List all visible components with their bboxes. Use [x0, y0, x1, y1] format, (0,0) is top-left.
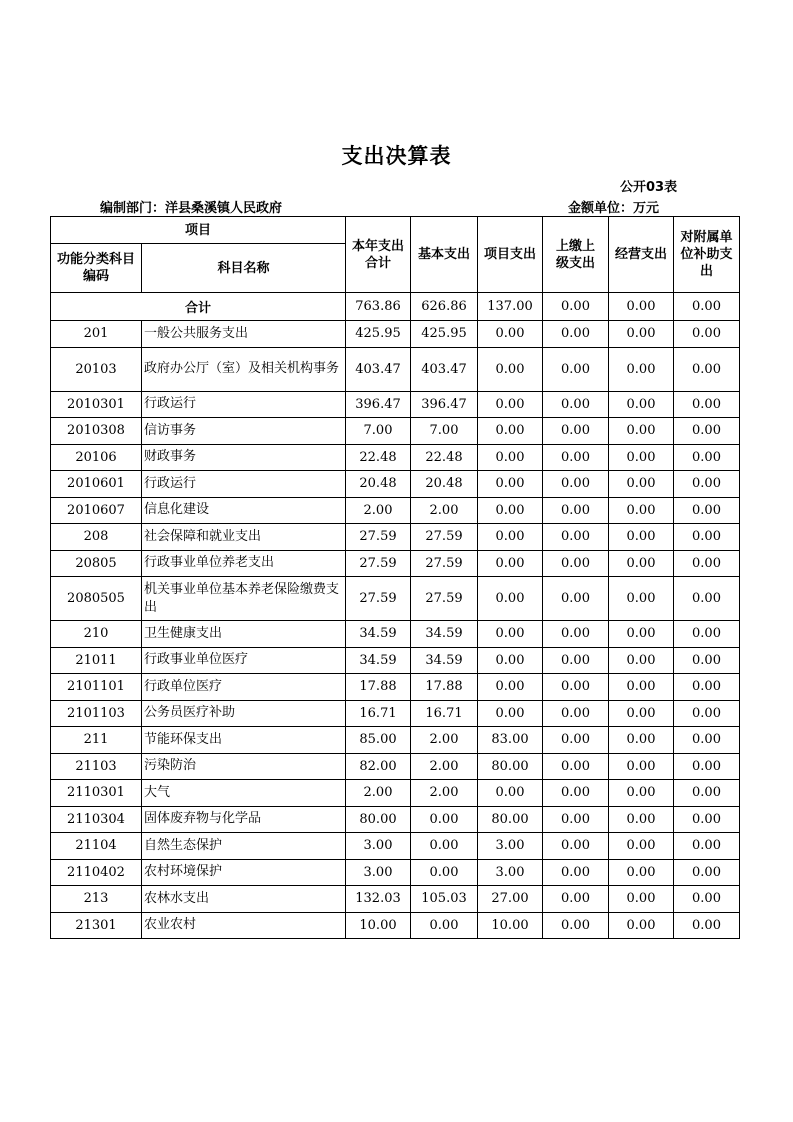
row-value: 0.00: [478, 497, 543, 524]
row-value: 0.00: [674, 859, 740, 886]
row-value: 403.47: [346, 347, 411, 391]
row-value: 0.00: [674, 577, 740, 621]
row-value: 2.00: [411, 497, 478, 524]
row-code: 211: [51, 727, 142, 754]
row-value: 0.00: [478, 550, 543, 577]
row-value: 0.00: [543, 321, 609, 348]
row-value: 0.00: [543, 391, 609, 418]
row-code: 2010301: [51, 391, 142, 418]
row-code: 2101101: [51, 674, 142, 701]
row-value: 105.03: [411, 886, 478, 913]
row-value: 85.00: [346, 727, 411, 754]
row-value: 3.00: [346, 833, 411, 860]
row-value: 3.00: [478, 859, 543, 886]
row-value: 0.00: [609, 753, 674, 780]
row-name: 行政事业单位医疗: [142, 647, 346, 674]
row-value: 27.59: [346, 550, 411, 577]
row-value: 425.95: [346, 321, 411, 348]
table-row: [51, 886, 740, 913]
row-value: 0.00: [609, 886, 674, 913]
row-value: 0.00: [609, 647, 674, 674]
row-code: 2010308: [51, 418, 142, 445]
row-value: 0.00: [674, 391, 740, 418]
row-value: 132.03: [346, 886, 411, 913]
table-row: [51, 550, 740, 577]
row-value: 27.59: [411, 524, 478, 551]
row-name: 农林水支出: [142, 886, 346, 913]
row-name: 节能环保支出: [142, 727, 346, 754]
row-name: 信访事务: [142, 418, 346, 445]
row-value: 27.59: [346, 524, 411, 551]
row-code: 208: [51, 524, 142, 551]
row-value: 2.00: [411, 753, 478, 780]
row-code: 21104: [51, 833, 142, 860]
header-code: 功能分类科目编码: [51, 244, 142, 293]
row-value: 0.00: [543, 727, 609, 754]
row-name: 行政运行: [142, 391, 346, 418]
row-code: 21103: [51, 753, 142, 780]
row-value: 0.00: [543, 833, 609, 860]
row-code: 20106: [51, 444, 142, 471]
row-code: 21011: [51, 647, 142, 674]
row-value: 403.47: [411, 347, 478, 391]
row-value: 0.00: [411, 859, 478, 886]
table-row: [51, 391, 740, 418]
unit-label: 金额单位：万元: [568, 201, 660, 216]
row-value: 0.00: [674, 621, 740, 648]
row-value: 0.00: [609, 444, 674, 471]
row-value: 0.00: [609, 347, 674, 391]
table-row: [51, 524, 740, 551]
row-value: 7.00: [346, 418, 411, 445]
row-value: 0.00: [609, 859, 674, 886]
row-value: 82.00: [346, 753, 411, 780]
table-row: [51, 859, 740, 886]
row-value: 22.48: [346, 444, 411, 471]
row-value: 0.00: [543, 471, 609, 498]
row-value: 27.59: [346, 577, 411, 621]
row-value: 2.00: [411, 780, 478, 807]
header-business: 经营支出: [609, 217, 674, 293]
row-value: 396.47: [346, 391, 411, 418]
row-name: 大气: [142, 780, 346, 807]
table-row: [51, 444, 740, 471]
row-value: 0.00: [609, 550, 674, 577]
row-value: 34.59: [411, 621, 478, 648]
row-value: 0.00: [674, 550, 740, 577]
row-name: 卫生健康支出: [142, 621, 346, 648]
table-body: [51, 293, 740, 939]
row-value: 0.00: [674, 833, 740, 860]
row-value: 0.00: [543, 806, 609, 833]
row-value: 17.88: [411, 674, 478, 701]
table-row: [51, 727, 740, 754]
header-name: 科目名称: [142, 244, 346, 293]
row-value: 0.00: [543, 418, 609, 445]
header-upper: 上缴上级支出: [543, 217, 609, 293]
row-value: 0.00: [543, 780, 609, 807]
row-value: 0.00: [478, 347, 543, 391]
row-value: 0.00: [609, 497, 674, 524]
row-code: 2080505: [51, 577, 142, 621]
row-name: 行政事业单位养老支出: [142, 550, 346, 577]
total-label: 合计: [51, 293, 346, 321]
row-code: 201: [51, 321, 142, 348]
total-value: 0.00: [543, 293, 609, 321]
table-row: [51, 780, 740, 807]
row-name: 行政运行: [142, 471, 346, 498]
row-code: 213: [51, 886, 142, 913]
row-name: 财政事务: [142, 444, 346, 471]
row-value: 3.00: [478, 833, 543, 860]
row-value: 0.00: [478, 674, 543, 701]
table-row: [51, 497, 740, 524]
row-value: 425.95: [411, 321, 478, 348]
row-value: 0.00: [478, 321, 543, 348]
row-value: 80.00: [478, 806, 543, 833]
row-value: 0.00: [609, 391, 674, 418]
row-value: 0.00: [543, 647, 609, 674]
header-total: 本年支出合计: [346, 217, 411, 293]
row-value: 0.00: [411, 833, 478, 860]
row-value: 34.59: [346, 621, 411, 648]
row-name: 社会保障和就业支出: [142, 524, 346, 551]
row-value: 0.00: [478, 444, 543, 471]
row-name: 行政单位医疗: [142, 674, 346, 701]
table-row: [51, 806, 740, 833]
header-item: 项目: [51, 217, 346, 244]
row-value: 0.00: [609, 471, 674, 498]
row-value: 2.00: [346, 497, 411, 524]
row-name: 机关事业单位基本养老保险缴费支出: [142, 577, 346, 621]
table-row: [51, 321, 740, 348]
row-value: 27.59: [411, 550, 478, 577]
total-value: 626.86: [411, 293, 478, 321]
total-value: 137.00: [478, 293, 543, 321]
row-value: 0.00: [478, 700, 543, 727]
row-name: 农业农村: [142, 912, 346, 939]
row-value: 0.00: [543, 444, 609, 471]
row-value: 0.00: [478, 577, 543, 621]
row-code: 2101103: [51, 700, 142, 727]
row-value: 2.00: [346, 780, 411, 807]
row-value: 0.00: [674, 347, 740, 391]
row-value: 27.00: [478, 886, 543, 913]
row-value: 10.00: [478, 912, 543, 939]
row-name: 一般公共服务支出: [142, 321, 346, 348]
row-value: 0.00: [609, 321, 674, 348]
row-value: 0.00: [478, 647, 543, 674]
row-value: 7.00: [411, 418, 478, 445]
row-value: 396.47: [411, 391, 478, 418]
expenditure-table: [50, 216, 740, 939]
row-value: 80.00: [478, 753, 543, 780]
row-value: 0.00: [674, 886, 740, 913]
row-value: 0.00: [478, 780, 543, 807]
row-name: 政府办公厅（室）及相关机构事务: [142, 347, 346, 391]
row-code: 2110402: [51, 859, 142, 886]
table-row: [51, 471, 740, 498]
row-name: 自然生态保护: [142, 833, 346, 860]
total-value: 0.00: [609, 293, 674, 321]
row-code: 2110301: [51, 780, 142, 807]
row-code: 2110304: [51, 806, 142, 833]
row-value: 0.00: [674, 727, 740, 754]
table-row: [51, 577, 740, 621]
table-row: [51, 647, 740, 674]
row-value: 80.00: [346, 806, 411, 833]
table-row: [51, 753, 740, 780]
row-value: 0.00: [609, 912, 674, 939]
total-value: 763.86: [346, 293, 411, 321]
form-number: 公开03表: [620, 180, 678, 195]
row-value: 0.00: [543, 859, 609, 886]
row-value: 0.00: [674, 647, 740, 674]
row-value: 0.00: [674, 524, 740, 551]
row-value: 0.00: [674, 497, 740, 524]
page-title: 支出决算表: [341, 144, 452, 168]
row-value: 0.00: [478, 621, 543, 648]
row-value: 20.48: [346, 471, 411, 498]
row-value: 0.00: [674, 912, 740, 939]
row-value: 0.00: [478, 391, 543, 418]
row-name: 信息化建设: [142, 497, 346, 524]
header-subsidy: 对附属单位补助支出: [674, 217, 740, 293]
row-value: 34.59: [346, 647, 411, 674]
row-value: 16.71: [346, 700, 411, 727]
table-row: [51, 833, 740, 860]
row-value: 16.71: [411, 700, 478, 727]
row-value: 0.00: [674, 753, 740, 780]
table-row: [51, 912, 740, 939]
row-value: 20.48: [411, 471, 478, 498]
row-value: 0.00: [543, 674, 609, 701]
row-value: 0.00: [674, 806, 740, 833]
row-value: 0.00: [543, 700, 609, 727]
row-value: 22.48: [411, 444, 478, 471]
row-value: 0.00: [478, 418, 543, 445]
row-value: 0.00: [543, 347, 609, 391]
table-row: [51, 700, 740, 727]
row-value: 34.59: [411, 647, 478, 674]
row-code: 210: [51, 621, 142, 648]
total-row: [51, 293, 740, 321]
row-value: 17.88: [346, 674, 411, 701]
row-value: 0.00: [543, 621, 609, 648]
row-name: 农村环境保护: [142, 859, 346, 886]
row-value: 0.00: [609, 524, 674, 551]
row-value: 0.00: [478, 471, 543, 498]
row-value: 10.00: [346, 912, 411, 939]
row-value: 0.00: [674, 700, 740, 727]
header-project: 项目支出: [478, 217, 543, 293]
row-code: 20805: [51, 550, 142, 577]
row-code: 20103: [51, 347, 142, 391]
row-value: 0.00: [609, 577, 674, 621]
row-value: 0.00: [609, 727, 674, 754]
row-value: 3.00: [346, 859, 411, 886]
row-value: 0.00: [543, 497, 609, 524]
row-value: 0.00: [674, 321, 740, 348]
row-name: 固体废弃物与化学品: [142, 806, 346, 833]
row-value: 0.00: [674, 780, 740, 807]
row-value: 0.00: [478, 524, 543, 551]
total-value: 0.00: [674, 293, 740, 321]
row-value: 0.00: [609, 418, 674, 445]
table-row: [51, 418, 740, 445]
header-basic: 基本支出: [411, 217, 478, 293]
row-value: 0.00: [609, 621, 674, 648]
row-value: 0.00: [609, 833, 674, 860]
row-value: 0.00: [543, 912, 609, 939]
row-value: 83.00: [478, 727, 543, 754]
row-value: 0.00: [674, 444, 740, 471]
row-name: 公务员医疗补助: [142, 700, 346, 727]
row-value: 0.00: [609, 700, 674, 727]
row-value: 0.00: [674, 674, 740, 701]
row-value: 0.00: [674, 418, 740, 445]
row-value: 27.59: [411, 577, 478, 621]
row-value: 0.00: [543, 886, 609, 913]
table-row: [51, 621, 740, 648]
row-value: 2.00: [411, 727, 478, 754]
row-value: 0.00: [609, 806, 674, 833]
row-value: 0.00: [411, 806, 478, 833]
row-value: 0.00: [674, 471, 740, 498]
row-name: 污染防治: [142, 753, 346, 780]
row-value: 0.00: [609, 674, 674, 701]
row-code: 21301: [51, 912, 142, 939]
row-value: 0.00: [543, 550, 609, 577]
table-row: [51, 674, 740, 701]
row-code: 2010607: [51, 497, 142, 524]
table-row: [51, 347, 740, 391]
row-value: 0.00: [411, 912, 478, 939]
row-value: 0.00: [543, 524, 609, 551]
row-value: 0.00: [543, 577, 609, 621]
row-value: 0.00: [609, 780, 674, 807]
row-code: 2010601: [51, 471, 142, 498]
department-label: 编制部门：洋县桑溪镇人民政府: [100, 201, 283, 216]
row-value: 0.00: [543, 753, 609, 780]
